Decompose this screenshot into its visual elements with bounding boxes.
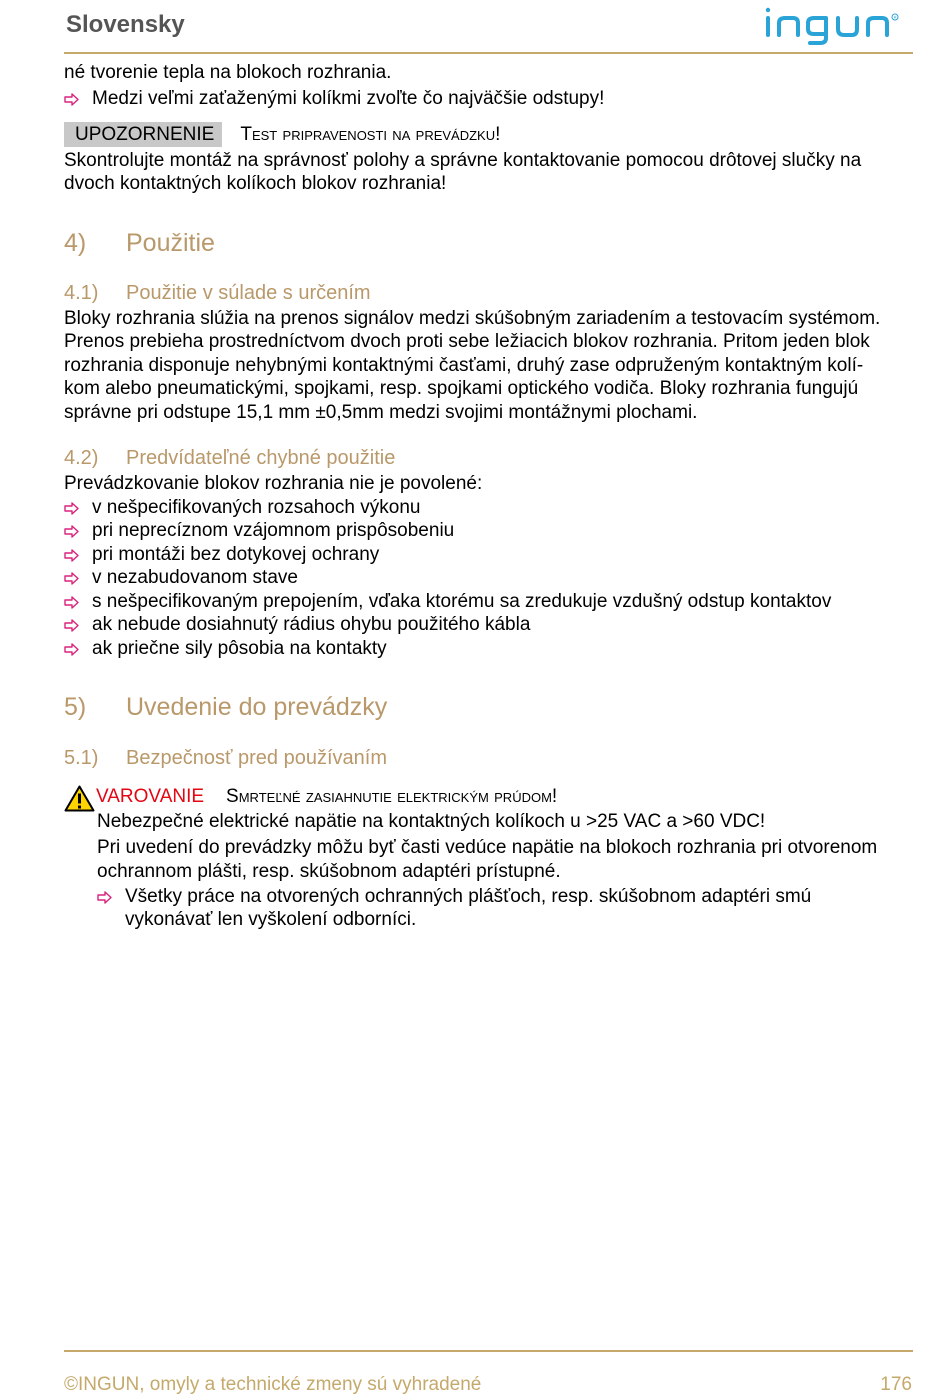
- subsection-title: Použitie v súlade s určením: [126, 282, 371, 304]
- notice-text: dvoch kontaktných kolíkoch blokov rozhrania!: [64, 173, 447, 194]
- list-item: [64, 87, 604, 111]
- notice-text: Skontrolujte montáž na správnosť polohy a správne kontaktovanie pomocou drôtovej slučky na: [64, 150, 862, 171]
- subsection-heading: [64, 281, 371, 306]
- list-intro: Prevádzkovanie blokov rozhrania nie je povolené:: [64, 473, 483, 494]
- paragraph-line: kom alebo pneumatickými, spojkami, resp. spojkami optického vodiča. Bloky rozhrania fungujú: [64, 378, 859, 399]
- section-title: Uvedenie do prevádzky: [126, 693, 388, 721]
- list-item-text: Medzi veľmi zaťaženými kolíkmi zvoľte čo najväčšie odstupy!: [92, 88, 605, 109]
- paragraph-line: správne pri odstupe 15,1 mm ±0,5mm medzi svojimi montážnymi plochami.: [64, 402, 698, 423]
- subsection-number: 4.1): [64, 282, 99, 304]
- subsection-heading: [64, 746, 387, 771]
- footer-rule: [64, 1350, 913, 1352]
- subsection-title: Predvídateľné chybné použitie: [126, 447, 396, 469]
- header-language: Slovensky: [66, 11, 185, 38]
- footer-copyright: ©INGUN, omyly a technické zmeny sú vyhradené: [64, 1374, 482, 1395]
- page-number: 176: [880, 1374, 912, 1395]
- section-title: Použitie: [126, 229, 215, 257]
- notice-heading: [64, 123, 500, 147]
- warning-title: Smrteľné zasiahnutie elektrickým prúdom!: [226, 786, 558, 807]
- list-item-text: vykonávať len vyškolení odborníci.: [125, 909, 417, 930]
- warning-text: ochrannom plášti, resp. skúšobnom adaptéri prístupné.: [97, 861, 561, 882]
- hollow-right-arrow-icon: [64, 543, 92, 567]
- svg-text:R: R: [893, 14, 897, 20]
- hollow-right-arrow-icon: [64, 613, 92, 637]
- list-item-text: pri montáži bez dotykovej ochrany: [92, 544, 380, 565]
- list-item: [64, 566, 298, 590]
- list-item-text: s nešpecifikovaným prepojením, vďaka ktorému sa zredukuje vzdušný odstup kontaktov: [92, 591, 832, 612]
- hollow-right-arrow-icon: [97, 885, 125, 909]
- subsection-number: 5.1): [64, 747, 99, 769]
- list-item: [64, 590, 831, 614]
- hollow-right-arrow-icon: [64, 496, 92, 520]
- paragraph-line: Bloky rozhrania slúžia na prenos signálov medzi skúšobným zariadením a testovacím systémom.: [64, 308, 881, 329]
- subsection-heading: [64, 446, 395, 471]
- header-rule: [64, 52, 913, 54]
- notice-badge: UPOZORNENIE: [64, 122, 222, 147]
- section-number: 4): [64, 229, 87, 257]
- ingun-logo: [762, 6, 920, 46]
- list-item-text: v nezabudovanom stave: [92, 567, 298, 588]
- hollow-right-arrow-icon: [64, 566, 92, 590]
- hollow-right-arrow-icon: [64, 590, 92, 614]
- list-item: [64, 519, 454, 543]
- warning-triangle-icon: [64, 785, 95, 812]
- hollow-right-arrow-icon: [64, 519, 92, 543]
- warning-text: Nebezpečné elektrické napätie na kontaktných kolíkoch u >25 VAC a >60 VDC!: [97, 811, 766, 832]
- list-item-text: pri neprecíznom vzájomnom prispôsobeniu: [92, 520, 455, 541]
- warning-label: VAROVANIE: [96, 786, 205, 807]
- list-item: [97, 885, 811, 909]
- section-heading: [64, 228, 215, 258]
- paragraph-line: rozhrania disponuje nehybnými kontaktnými časťami, druhý zase odpruženým kontaktným kolí-: [64, 355, 864, 376]
- list-item: [64, 613, 530, 637]
- subsection-number: 4.2): [64, 447, 99, 469]
- list-item-text: Všetky práce na otvorených ochranných plášťoch, resp. skúšobnom adaptéri smú: [125, 886, 812, 907]
- subsection-title: Bezpečnosť pred používaním: [126, 747, 387, 769]
- hollow-right-arrow-icon: [64, 637, 92, 661]
- section-number: 5): [64, 693, 87, 721]
- list-item-text: v nešpecifikovaných rozsahoch výkonu: [92, 497, 421, 518]
- warning-heading: [96, 785, 557, 809]
- paragraph-line: Prenos prebieha prostredníctvom dvoch proti sebe ležiacich blokov rozhrania. Pritom jeden blok: [64, 331, 870, 352]
- warning-text: Pri uvedení do prevádzky môžu byť časti vedúce napätie na blokoch rozhrania pri otvorenom: [97, 837, 878, 858]
- list-item: [64, 637, 387, 661]
- intro-text: né tvorenie tepla na blokoch rozhrania.: [64, 62, 392, 83]
- list-item: [64, 496, 420, 520]
- notice-title: Test pripravenosti na prevádzku!: [240, 124, 501, 145]
- section-heading: [64, 692, 387, 722]
- hollow-right-arrow-icon: [64, 87, 92, 111]
- list-item-text: ak nebude dosiahnutý rádius ohybu použitého kábla: [92, 614, 531, 635]
- list-item-text: ak priečne sily pôsobia na kontakty: [92, 638, 387, 659]
- list-item: [64, 543, 379, 567]
